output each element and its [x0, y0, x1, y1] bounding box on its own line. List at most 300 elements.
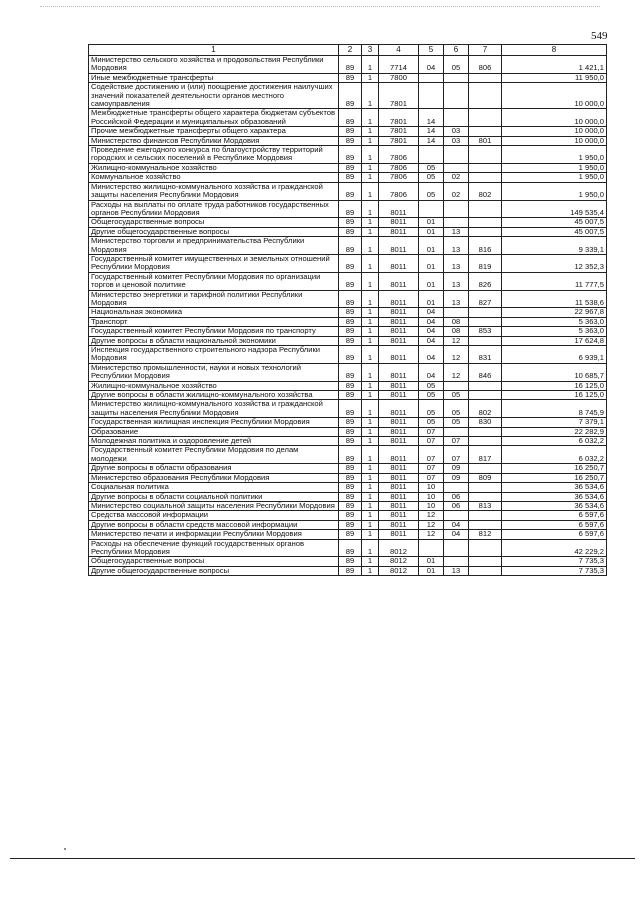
row-amount-cell: 17 624,8 [502, 336, 607, 345]
row-dept-cell [469, 336, 502, 345]
row-subsection-cell: 12 [444, 346, 469, 364]
header-cell: 4 [379, 45, 419, 56]
row-col3-cell: 1 [362, 109, 379, 127]
row-amount-cell: 1 950,0 [502, 182, 607, 200]
row-name-cell: Министерство жилищно-коммунального хозяйства и гражданской защиты населения Республики Мордовия [89, 182, 339, 200]
header-cell: 2 [339, 45, 362, 56]
header-cell: 6 [444, 45, 469, 56]
row-name-cell: Средства массовой информации [89, 511, 339, 520]
row-subsection-cell: 13 [444, 237, 469, 255]
row-dept-cell [469, 381, 502, 390]
row-code-cell: 7801 [379, 83, 419, 109]
row-section-cell: 05 [419, 381, 444, 390]
row-dept-cell: 813 [469, 501, 502, 510]
row-col2-cell: 89 [339, 146, 362, 164]
row-subsection-cell: 13 [444, 290, 469, 308]
row-amount-cell: 10 000,0 [502, 83, 607, 109]
row-col2-cell: 89 [339, 400, 362, 418]
row-subsection-cell: 05 [444, 400, 469, 418]
row-col2-cell: 89 [339, 56, 362, 74]
table-row [89, 218, 607, 227]
row-section-cell [419, 200, 444, 218]
row-col2-cell: 89 [339, 511, 362, 520]
table-row [89, 308, 607, 317]
row-dept-cell: 826 [469, 272, 502, 290]
row-section-cell: 05 [419, 418, 444, 427]
row-col3-cell: 1 [362, 254, 379, 272]
row-subsection-cell [444, 146, 469, 164]
row-amount-cell: 16 125,0 [502, 391, 607, 400]
row-dept-cell: 809 [469, 473, 502, 482]
row-subsection-cell [444, 483, 469, 492]
row-section-cell: 07 [419, 446, 444, 464]
row-name-cell: Министерство образования Республики Мордовия [89, 473, 339, 482]
row-dept-cell [469, 557, 502, 566]
row-name-cell: Другие общегосударственные вопросы [89, 227, 339, 236]
row-dept-cell [469, 566, 502, 575]
row-section-cell: 01 [419, 290, 444, 308]
page-bottom-rule [10, 858, 635, 859]
row-dept-cell [469, 520, 502, 529]
header-cell: 1 [89, 45, 339, 56]
row-amount-cell: 16 250,7 [502, 464, 607, 473]
table-row [89, 520, 607, 529]
row-section-cell: 01 [419, 254, 444, 272]
row-name-cell: Государственный комитет Республики Мордовия по делам молодежи [89, 446, 339, 464]
row-col3-cell: 1 [362, 327, 379, 336]
row-col2-cell: 89 [339, 363, 362, 381]
row-code-cell: 8011 [379, 336, 419, 345]
row-amount-cell: 45 007,5 [502, 218, 607, 227]
row-section-cell [419, 83, 444, 109]
row-subsection-cell [444, 200, 469, 218]
header-cell: 7 [469, 45, 502, 56]
table-row [89, 511, 607, 520]
row-col2-cell: 89 [339, 381, 362, 390]
row-section-cell: 05 [419, 391, 444, 400]
row-col3-cell: 1 [362, 317, 379, 326]
table-row [89, 346, 607, 364]
row-col2-cell: 89 [339, 83, 362, 109]
row-col3-cell: 1 [362, 218, 379, 227]
row-amount-cell: 7 735,3 [502, 566, 607, 575]
row-dept-cell [469, 83, 502, 109]
row-col3-cell: 1 [362, 391, 379, 400]
row-col2-cell: 89 [339, 464, 362, 473]
row-section-cell: 10 [419, 501, 444, 510]
row-amount-cell: 36 534,6 [502, 492, 607, 501]
row-name-cell: Прочие межбюджетные трансферты общего характера [89, 127, 339, 136]
row-col2-cell: 89 [339, 492, 362, 501]
row-code-cell: 7801 [379, 136, 419, 145]
table-row [89, 437, 607, 446]
table-row [89, 327, 607, 336]
row-code-cell: 7714 [379, 56, 419, 74]
row-code-cell: 7806 [379, 173, 419, 182]
row-col3-cell: 1 [362, 227, 379, 236]
table-row [89, 272, 607, 290]
row-name-cell: Государственный комитет имущественных и земельных отношений Республики Мордовия [89, 254, 339, 272]
row-subsection-cell [444, 83, 469, 109]
row-amount-cell: 36 534,6 [502, 501, 607, 510]
row-subsection-cell: 13 [444, 254, 469, 272]
row-col2-cell: 89 [339, 327, 362, 336]
row-code-cell: 8011 [379, 308, 419, 317]
row-dept-cell [469, 73, 502, 82]
row-col2-cell: 89 [339, 136, 362, 145]
row-code-cell: 8011 [379, 427, 419, 436]
row-col2-cell: 89 [339, 73, 362, 82]
row-code-cell: 8011 [379, 218, 419, 227]
row-col3-cell: 1 [362, 400, 379, 418]
row-col3-cell: 1 [362, 473, 379, 482]
row-name-cell: Национальная экономика [89, 308, 339, 317]
table-row [89, 83, 607, 109]
row-section-cell: 04 [419, 317, 444, 326]
row-amount-cell: 9 339,1 [502, 237, 607, 255]
row-subsection-cell [444, 109, 469, 127]
row-dept-cell [469, 109, 502, 127]
row-amount-cell: 10 000,0 [502, 136, 607, 145]
row-dept-cell [469, 317, 502, 326]
row-code-cell: 8011 [379, 346, 419, 364]
row-dept-cell: 819 [469, 254, 502, 272]
row-code-cell: 8011 [379, 446, 419, 464]
row-col3-cell: 1 [362, 182, 379, 200]
table-row [89, 418, 607, 427]
table-row [89, 446, 607, 464]
row-code-cell: 8011 [379, 290, 419, 308]
row-dept-cell [469, 308, 502, 317]
row-name-cell: Министерство энергетики и тарифной политики Республики Мордовия [89, 290, 339, 308]
row-col3-cell: 1 [362, 520, 379, 529]
row-section-cell: 04 [419, 327, 444, 336]
row-subsection-cell: 12 [444, 363, 469, 381]
row-name-cell: Коммунальное хозяйство [89, 173, 339, 182]
table-row [89, 427, 607, 436]
row-name-cell: Молодежная политика и оздоровление детей [89, 437, 339, 446]
row-code-cell: 8012 [379, 557, 419, 566]
row-name-cell: Общегосударственные вопросы [89, 218, 339, 227]
row-dept-cell [469, 146, 502, 164]
table-row [89, 237, 607, 255]
table-row [89, 492, 607, 501]
row-section-cell: 14 [419, 109, 444, 127]
row-dept-cell: 802 [469, 400, 502, 418]
row-subsection-cell: 13 [444, 566, 469, 575]
row-dept-cell [469, 492, 502, 501]
row-amount-cell: 22 967,8 [502, 308, 607, 317]
row-code-cell: 8011 [379, 363, 419, 381]
table-row [89, 473, 607, 482]
row-amount-cell: 6 939,1 [502, 346, 607, 364]
row-name-cell: Министерство жилищно-коммунального хозяйства и гражданской защиты населения Республики Мордовия [89, 400, 339, 418]
header-cell: 3 [362, 45, 379, 56]
row-col3-cell: 1 [362, 483, 379, 492]
row-subsection-cell: 07 [444, 437, 469, 446]
row-col2-cell: 89 [339, 227, 362, 236]
row-col2-cell: 89 [339, 109, 362, 127]
row-amount-cell: 5 363,0 [502, 327, 607, 336]
row-subsection-cell: 13 [444, 272, 469, 290]
row-subsection-cell: 05 [444, 391, 469, 400]
row-subsection-cell [444, 163, 469, 172]
row-col3-cell: 1 [362, 437, 379, 446]
row-col2-cell: 89 [339, 173, 362, 182]
row-col2-cell: 89 [339, 557, 362, 566]
row-name-cell: Социальная политика [89, 483, 339, 492]
row-col2-cell: 89 [339, 473, 362, 482]
row-dept-cell [469, 437, 502, 446]
row-code-cell: 8011 [379, 327, 419, 336]
row-col3-cell: 1 [362, 530, 379, 539]
row-amount-cell: 10 000,0 [502, 127, 607, 136]
row-dept-cell [469, 464, 502, 473]
row-amount-cell: 6 597,6 [502, 520, 607, 529]
row-section-cell: 05 [419, 173, 444, 182]
row-dept-cell: 802 [469, 182, 502, 200]
row-col3-cell: 1 [362, 427, 379, 436]
row-name-cell: Жилищно-коммунальное хозяйство [89, 163, 339, 172]
table-row [89, 182, 607, 200]
row-col3-cell: 1 [362, 127, 379, 136]
row-section-cell: 04 [419, 363, 444, 381]
row-code-cell: 8011 [379, 200, 419, 218]
row-amount-cell: 7 735,3 [502, 557, 607, 566]
table-body [89, 56, 607, 576]
row-section-cell: 01 [419, 237, 444, 255]
row-subsection-cell: 02 [444, 182, 469, 200]
row-code-cell: 7801 [379, 127, 419, 136]
row-name-cell: Иные межбюджетные трансферты [89, 73, 339, 82]
row-subsection-cell [444, 427, 469, 436]
row-col3-cell: 1 [362, 272, 379, 290]
row-code-cell: 8011 [379, 391, 419, 400]
row-col3-cell: 1 [362, 501, 379, 510]
row-col2-cell: 89 [339, 530, 362, 539]
row-subsection-cell: 13 [444, 227, 469, 236]
row-col2-cell: 89 [339, 237, 362, 255]
row-section-cell: 04 [419, 308, 444, 317]
budget-table [88, 44, 607, 576]
row-dept-cell [469, 227, 502, 236]
row-col3-cell: 1 [362, 73, 379, 82]
row-subsection-cell: 03 [444, 136, 469, 145]
row-col2-cell: 89 [339, 290, 362, 308]
row-col3-cell: 1 [362, 336, 379, 345]
scan-top-edge [40, 6, 600, 7]
row-section-cell: 12 [419, 520, 444, 529]
row-amount-cell: 1 950,0 [502, 163, 607, 172]
row-section-cell: 05 [419, 400, 444, 418]
row-subsection-cell: 03 [444, 127, 469, 136]
row-name-cell: Министерство печати и информации Республики Мордовия [89, 530, 339, 539]
table-row [89, 227, 607, 236]
table-row [89, 501, 607, 510]
row-name-cell: Министерство торговли и предпринимательства Республики Мордовия [89, 237, 339, 255]
row-code-cell: 8011 [379, 317, 419, 326]
row-name-cell: Проведение ежегодного конкурса по благоустройству территорий городских и сельских поселений в Республике Мордовия [89, 146, 339, 164]
row-amount-cell: 42 229,2 [502, 539, 607, 557]
row-section-cell [419, 539, 444, 557]
row-code-cell: 8011 [379, 418, 419, 427]
row-subsection-cell [444, 511, 469, 520]
row-col3-cell: 1 [362, 56, 379, 74]
row-subsection-cell: 08 [444, 317, 469, 326]
row-amount-cell: 5 363,0 [502, 317, 607, 326]
row-col2-cell: 89 [339, 446, 362, 464]
row-col2-cell: 89 [339, 336, 362, 345]
table-row [89, 557, 607, 566]
row-section-cell: 01 [419, 272, 444, 290]
table-row [89, 539, 607, 557]
header-cell: 5 [419, 45, 444, 56]
row-section-cell: 14 [419, 127, 444, 136]
table-row [89, 290, 607, 308]
row-dept-cell [469, 427, 502, 436]
row-col2-cell: 89 [339, 520, 362, 529]
row-col3-cell: 1 [362, 200, 379, 218]
row-code-cell: 8011 [379, 473, 419, 482]
row-code-cell: 8012 [379, 539, 419, 557]
row-name-cell: Министерство сельского хозяйства и продовольствия Республики Мордовия [89, 56, 339, 74]
row-subsection-cell [444, 308, 469, 317]
row-subsection-cell: 09 [444, 473, 469, 482]
table-row [89, 483, 607, 492]
row-section-cell: 01 [419, 557, 444, 566]
table-row [89, 381, 607, 390]
table-row [89, 363, 607, 381]
row-name-cell: Министерство финансов Республики Мордовия [89, 136, 339, 145]
row-section-cell: 01 [419, 218, 444, 227]
row-subsection-cell: 12 [444, 336, 469, 345]
row-subsection-cell: 08 [444, 327, 469, 336]
row-col2-cell: 89 [339, 483, 362, 492]
row-dept-cell [469, 200, 502, 218]
row-name-cell: Общегосударственные вопросы [89, 557, 339, 566]
row-name-cell: Другие вопросы в области жилищно-коммунального хозяйства [89, 391, 339, 400]
row-name-cell: Государственный комитет Республики Мордовия по транспорту [89, 327, 339, 336]
row-col3-cell: 1 [362, 163, 379, 172]
row-section-cell: 07 [419, 427, 444, 436]
row-col2-cell: 89 [339, 346, 362, 364]
row-col2-cell: 89 [339, 200, 362, 218]
row-dept-cell: 816 [469, 237, 502, 255]
row-code-cell: 8011 [379, 400, 419, 418]
row-code-cell: 8011 [379, 483, 419, 492]
row-code-cell: 8011 [379, 437, 419, 446]
row-col2-cell: 89 [339, 427, 362, 436]
table-row [89, 146, 607, 164]
row-dept-cell [469, 163, 502, 172]
row-amount-cell: 16 125,0 [502, 381, 607, 390]
row-amount-cell: 7 379,1 [502, 418, 607, 427]
scan-speck [64, 848, 66, 850]
row-col2-cell: 89 [339, 391, 362, 400]
row-name-cell: Министерство промышленности, науки и новых технологий Республики Мордовия [89, 363, 339, 381]
row-dept-cell [469, 173, 502, 182]
row-col2-cell: 89 [339, 272, 362, 290]
row-col3-cell: 1 [362, 381, 379, 390]
table-row [89, 400, 607, 418]
row-col3-cell: 1 [362, 146, 379, 164]
row-name-cell: Государственный комитет Республики Мордовия по организации торгов и ценовой политике [89, 272, 339, 290]
row-subsection-cell: 07 [444, 446, 469, 464]
row-col3-cell: 1 [362, 346, 379, 364]
row-dept-cell [469, 127, 502, 136]
table-header-row [89, 45, 607, 56]
row-dept-cell: 801 [469, 136, 502, 145]
row-amount-cell: 45 007,5 [502, 227, 607, 236]
row-amount-cell: 22 282,9 [502, 427, 607, 436]
row-code-cell: 8011 [379, 381, 419, 390]
row-section-cell [419, 146, 444, 164]
table-row [89, 109, 607, 127]
page-number: 549 [591, 30, 608, 42]
row-col2-cell: 89 [339, 317, 362, 326]
row-section-cell: 04 [419, 56, 444, 74]
row-section-cell: 14 [419, 136, 444, 145]
row-subsection-cell [444, 73, 469, 82]
row-col3-cell: 1 [362, 83, 379, 109]
row-subsection-cell [444, 557, 469, 566]
row-code-cell: 8011 [379, 511, 419, 520]
table-row [89, 56, 607, 74]
row-col3-cell: 1 [362, 418, 379, 427]
row-name-cell: Другие вопросы в области образования [89, 464, 339, 473]
row-code-cell: 8011 [379, 520, 419, 529]
row-section-cell: 01 [419, 566, 444, 575]
table-row [89, 163, 607, 172]
row-name-cell: Расходы на обеспечение функций государственных органов Республики Мордовия [89, 539, 339, 557]
table-row [89, 127, 607, 136]
row-name-cell: Другие вопросы в области социальной политики [89, 492, 339, 501]
table-row [89, 254, 607, 272]
row-section-cell: 05 [419, 182, 444, 200]
row-name-cell: Содействие достижению и (или) поощрение достижения наилучших значений показателей деятельности органов местного самоуправления [89, 83, 339, 109]
row-subsection-cell [444, 381, 469, 390]
row-dept-cell: 846 [469, 363, 502, 381]
row-code-cell: 8011 [379, 272, 419, 290]
row-dept-cell [469, 391, 502, 400]
row-amount-cell: 149 535,4 [502, 200, 607, 218]
row-name-cell: Другие общегосударственные вопросы [89, 566, 339, 575]
row-amount-cell: 1 950,0 [502, 146, 607, 164]
table-row [89, 136, 607, 145]
row-subsection-cell: 04 [444, 520, 469, 529]
row-col2-cell: 89 [339, 418, 362, 427]
table-row [89, 317, 607, 326]
row-subsection-cell [444, 539, 469, 557]
row-code-cell: 8011 [379, 237, 419, 255]
row-col2-cell: 89 [339, 254, 362, 272]
row-col3-cell: 1 [362, 511, 379, 520]
row-section-cell: 10 [419, 492, 444, 501]
row-section-cell: 07 [419, 473, 444, 482]
row-col3-cell: 1 [362, 363, 379, 381]
table-row [89, 391, 607, 400]
row-dept-cell: 853 [469, 327, 502, 336]
row-dept-cell [469, 483, 502, 492]
row-amount-cell: 10 685,7 [502, 363, 607, 381]
row-col2-cell: 89 [339, 566, 362, 575]
row-code-cell: 8011 [379, 492, 419, 501]
row-col2-cell: 89 [339, 127, 362, 136]
row-section-cell: 10 [419, 483, 444, 492]
row-amount-cell: 11 950,0 [502, 73, 607, 82]
header-cell: 8 [502, 45, 607, 56]
row-name-cell: Жилищно-коммунальное хозяйство [89, 381, 339, 390]
